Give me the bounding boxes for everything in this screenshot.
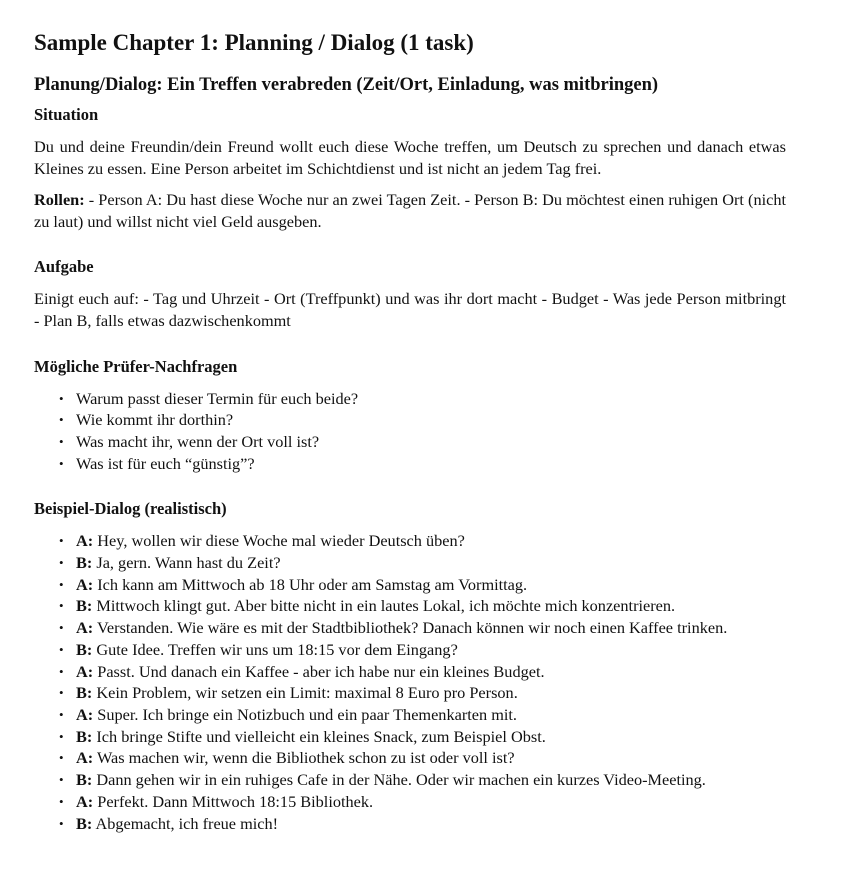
list-item: • Was ist für euch “günstig”?	[76, 453, 786, 475]
dialog-line	[76, 617, 786, 639]
roles-label: Rollen:	[34, 190, 85, 210]
speaker-label: A:	[76, 705, 94, 724]
speaker-label: A:	[76, 618, 94, 638]
chapter-title: Sample Chapter 1: Planning / Dialog (1 task)	[34, 30, 474, 55]
dialog-line	[76, 791, 786, 813]
list-item: • Was macht ihr, wenn der Ort voll ist?	[76, 431, 786, 453]
dialog-line	[76, 704, 786, 726]
dialog-line	[76, 639, 786, 661]
speaker-label: A:	[76, 748, 94, 768]
dialog-text: Ich bringe Stifte und vielleicht ein kleines Snack, zum Beispiel Obst.	[92, 726, 546, 746]
dialog-line	[76, 682, 786, 704]
speaker-label: B:	[76, 639, 93, 659]
dialog-text: Gute Idee. Treffen wir uns um 18:15 vor dem Eingang?	[92, 639, 458, 659]
dialog-heading: Beispiel-Dialog (realistisch)	[34, 499, 227, 519]
dialog-line	[76, 574, 786, 596]
speaker-label: B:	[76, 553, 93, 573]
dialog-text: Was machen wir, wenn die Bibliothek schon zu ist oder voll ist?	[93, 748, 515, 768]
situation-text: Du und deine Freundin/dein Freund wollt euch diese Woche treffen, um Deutsch zu sprechen und danach etwas Kleines zu essen. Eine Person arbeitet im Schichtdienst und ist nicht an jedem Tag frei.	[34, 137, 786, 178]
dialog-text: Kein Problem, wir setzen ein Limit: maximal 8 Euro pro Person.	[92, 683, 518, 703]
list-item: • Warum passt dieser Termin für euch beide?	[76, 388, 786, 410]
dialog-text: Hey, wollen wir diese Woche mal wieder Deutsch üben?	[93, 531, 465, 551]
dialog-text: Mittwoch klingt gut. Aber bitte nicht in ein lautes Lokal, ich möchte mich konzentrieren.	[92, 596, 676, 616]
speaker-label: B:	[76, 813, 93, 833]
dialog-text: Passt. Und danach ein Kaffee - aber ich habe nur ein kleines Budget.	[93, 661, 545, 681]
dialog-text: Abgemacht, ich freue mich!	[92, 813, 279, 833]
dialog-text: Ich kann am Mittwoch ab 18 Uhr oder am Samstag am Vormittag.	[93, 574, 528, 594]
speaker-label: A:	[76, 791, 94, 811]
dialog-line	[76, 661, 786, 683]
situation-heading: Situation	[34, 105, 99, 124]
aufgabe-heading: Aufgabe	[34, 257, 94, 277]
task-title: Planung/Dialog: Ein Treffen verabreden (Zeit/Ort, Einladung, was mitbringen)	[34, 75, 659, 95]
dialog-text: Super. Ich bringe ein Notizbuch und ein paar Themenkarten mit.	[93, 705, 517, 724]
nachfragen-heading: Mögliche Prüfer-Nachfragen	[34, 356, 238, 376]
dialog-line	[76, 813, 786, 835]
speaker-label: A:	[76, 661, 94, 681]
dialog-line	[76, 769, 786, 791]
speaker-label: B:	[76, 683, 93, 703]
dialog-list	[34, 530, 786, 834]
dialog-text: Ja, gern. Wann hast du Zeit?	[92, 553, 281, 573]
dialog-text: Verstanden. Wie wäre es mit der Stadtbibliothek? Danach können wir noch einen Kaffee trinken.	[93, 618, 728, 638]
dialog-line	[76, 552, 786, 574]
dialog-line	[76, 595, 786, 617]
speaker-label: A:	[76, 531, 94, 551]
aufgabe-text: Einigt euch auf: - Tag und Uhrzeit - Ort (Treffpunkt) und was ihr dort macht - Budget - Was jede Person mitbringt - Plan B, falls etwas dazwischenkommt	[34, 289, 786, 330]
nachfragen-list	[34, 388, 786, 475]
speaker-label: B:	[76, 596, 93, 616]
list-item: • Wie kommt ihr dorthin?	[76, 409, 786, 431]
dialog-text: Dann gehen wir in ein ruhiges Cafe in der Nähe. Oder wir machen ein kurzes Video-Meeting.	[92, 770, 706, 790]
roles-text: - Person A: Du hast diese Woche nur an zwei Tagen Zeit. - Person B: Du möchtest einen ruhigen Ort (nicht zu laut) und willst nicht viel Geld ausgeben.	[34, 190, 786, 231]
roles-paragraph	[34, 189, 786, 232]
dialog-line	[76, 747, 786, 769]
dialog-line	[76, 726, 786, 748]
speaker-label: A:	[76, 574, 94, 594]
speaker-label: B:	[76, 726, 93, 746]
dialog-line	[76, 530, 786, 552]
speaker-label: B:	[76, 770, 93, 790]
dialog-text: Perfekt. Dann Mittwoch 18:15 Bibliothek.	[93, 791, 374, 811]
